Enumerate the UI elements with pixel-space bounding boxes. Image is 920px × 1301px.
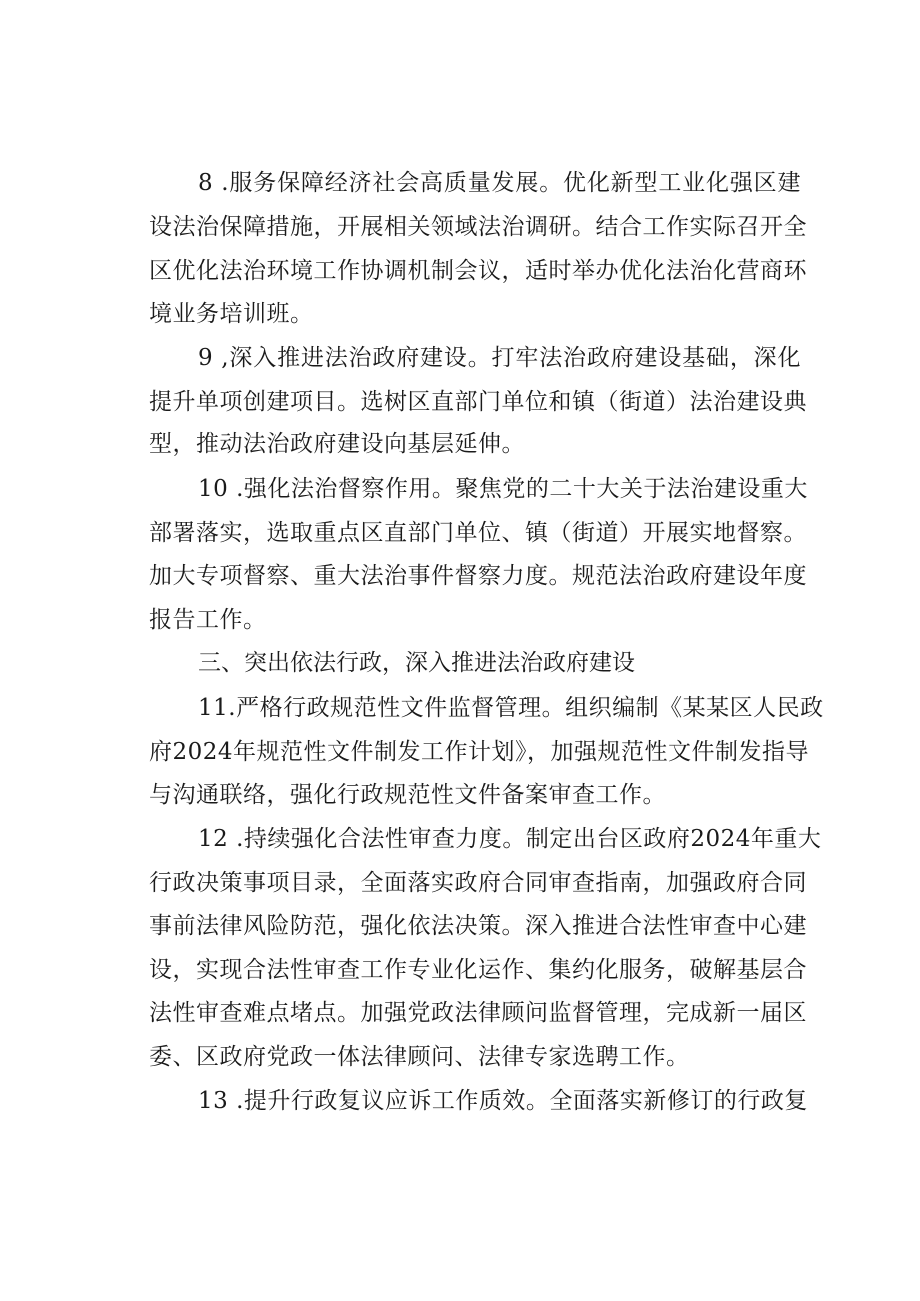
paragraph-line: 区优化法治环境工作协调机制会议，适时举办优化法治化营商环 <box>149 258 807 284</box>
paragraph-line: 与沟通联络，强化行政规范性文件备案审查工作。 <box>149 782 666 808</box>
paragraph-line: 提升单项创建项目。选树区直部门单位和镇（街道）法治建设典 <box>149 389 807 415</box>
paragraph-line: 法性审查难点堵点。加强党政法律顾问监督管理，完成新一届区 <box>149 1000 807 1026</box>
paragraph-line: 加大专项督察、重大法治事件督察力度。规范法治政府建设年度 <box>149 563 807 589</box>
paragraph-line: 委、区政府党政一体法律顾问、法律专家选聘工作。 <box>149 1044 690 1070</box>
section-heading: 三、突出依法行政，深入推进法治政府建设 <box>198 650 635 676</box>
paragraph-line: 境业务培训班。 <box>149 301 314 327</box>
paragraph-line: 11.严格行政规范性文件监督管理。组织编制《某某区人民政 <box>198 695 824 721</box>
paragraph-line: 府2024年规范性文件制发工作计划》，加强规范性文件制发指导 <box>149 739 810 765</box>
paragraph-line: 13 .提升行政复议应诉工作质效。全面落实新修订的行政复 <box>198 1088 808 1114</box>
paragraph-line: 事前法律风险防范，强化依法决策。深入推进合法性审查中心建 <box>149 913 807 939</box>
paragraph-line: 行政决策事项目录，全面落实政府合同审查指南，加强政府合同 <box>149 870 807 896</box>
paragraph-line: 部署落实，选取重点区直部门单位、镇（街道）开展实地督察。 <box>149 520 807 546</box>
paragraph-line: 9 ,深入推进法治政府建设。打牢法治政府建设基础，深化 <box>198 345 801 371</box>
paragraph-line: 设，实现合法性审查工作专业化运作、集约化服务，破解基层合 <box>149 957 807 983</box>
paragraph-line: 8 .服务保障经济社会高质量发展。优化新型工业化强区建 <box>198 170 801 196</box>
paragraph-line: 设法治保障措施，开展相关领域法治调研。结合工作实际召开全 <box>149 214 807 240</box>
paragraph-line: 12 .持续强化合法性审查力度。制定出台区政府2024年重大 <box>198 826 822 852</box>
paragraph-line: 报告工作。 <box>149 607 267 633</box>
paragraph-line: 型，推动法治政府建设向基层延伸。 <box>149 431 525 457</box>
paragraph-line: 10 .强化法治督察作用。聚焦党的二十大关于法治建设重大 <box>198 476 808 502</box>
